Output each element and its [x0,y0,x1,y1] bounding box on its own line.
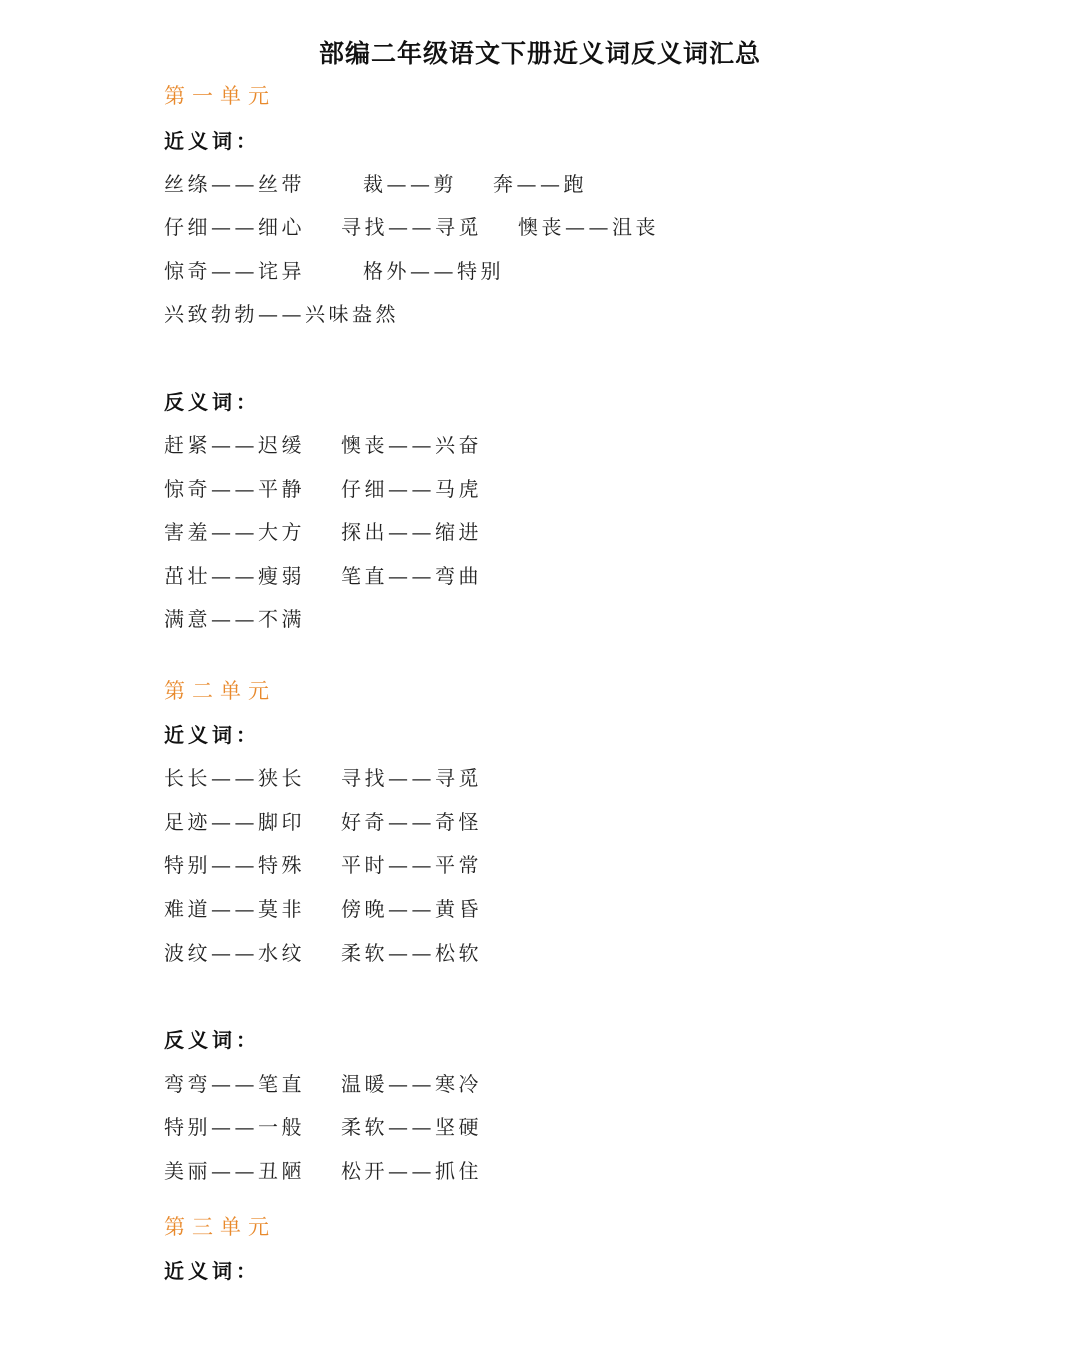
word-pair: 长长——狭长 [164,766,305,790]
word-pair: 柔软——坚硬 [341,1115,482,1139]
unit-2-heading: 第二单元 [164,679,276,703]
word-pair: 平时——平常 [341,853,482,877]
word-pair: 兴致勃勃——兴味盎然 [164,302,399,326]
unit-2-synonyms-label: 近义词： [164,723,260,747]
word-pair: 傍晚——黄昏 [341,897,482,921]
unit-1-synonyms-label: 近义词： [164,129,260,153]
word-pair: 美丽——丑陋 [164,1159,305,1183]
word-pair: 惊奇——诧异 [164,259,305,283]
word-pair: 裁——剪 [363,172,457,196]
word-pair: 松开——抓住 [341,1159,482,1183]
word-pair: 害羞——大方 [164,520,305,544]
word-pair: 格外——特别 [363,259,504,283]
word-pair: 茁壮——瘦弱 [164,564,305,588]
word-pair: 懊丧——兴奋 [341,433,482,457]
word-pair: 寻找——寻觅 [341,215,482,239]
word-pair: 笔直——弯曲 [341,564,482,588]
word-pair: 寻找——寻觅 [341,766,482,790]
word-pair: 丝绦——丝带 [164,172,305,196]
word-pair: 特别——特殊 [164,853,305,877]
unit-3-synonyms-label: 近义词： [164,1259,260,1283]
word-pair: 难道——莫非 [164,897,305,921]
word-pair: 好奇——奇怪 [341,810,482,834]
unit-3-heading: 第三单元 [164,1215,276,1239]
word-pair: 温暖——寒冷 [341,1072,482,1096]
unit-1-antonyms-label: 反义词： [164,390,260,414]
word-pair: 波纹——水纹 [164,941,305,965]
word-pair: 柔软——松软 [341,941,482,965]
word-pair: 奔——跑 [493,172,587,196]
page-title: 部编二年级语文下册近义词反义词汇总 [318,39,761,68]
word-pair: 特别——一般 [164,1115,305,1139]
word-pair: 弯弯——笔直 [164,1072,305,1096]
unit-1-heading: 第一单元 [164,84,276,108]
word-pair: 仔细——细心 [164,215,305,239]
unit-2-antonyms-label: 反义词： [164,1028,260,1052]
word-pair: 懊丧——沮丧 [518,215,659,239]
word-pair: 探出——缩进 [341,520,482,544]
word-pair: 赶紧——迟缓 [164,433,305,457]
word-pair: 足迹——脚印 [164,810,305,834]
word-pair: 惊奇——平静 [164,477,305,501]
word-pair: 满意——不满 [164,607,305,631]
word-pair: 仔细——马虎 [341,477,482,501]
